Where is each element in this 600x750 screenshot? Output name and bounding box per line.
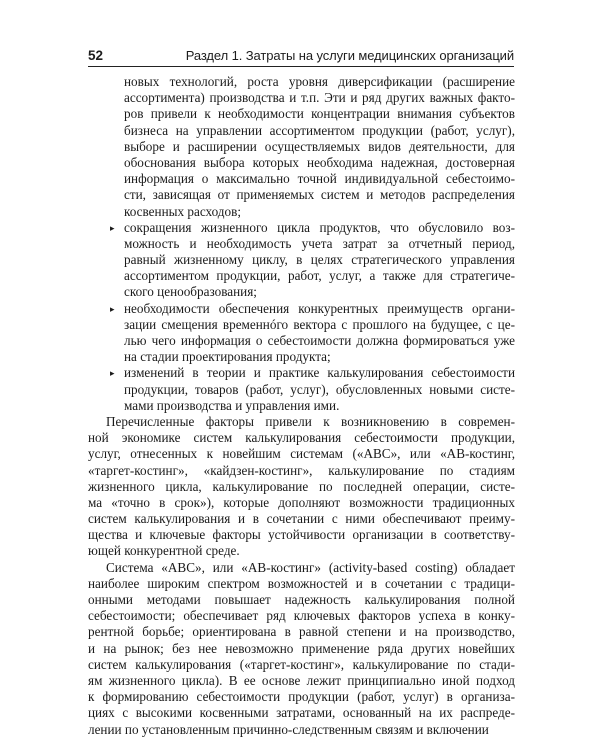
text-line: циях с высокими косвенными затратами, основанный на их распреде- [88,705,515,721]
bullet-item [88,301,515,366]
text-line: зации смещения временнóго вектора с прошлого на будущее, с це- [124,316,515,332]
text-line: ям жизненного цикла). В ее основе лежит принципиально иной подход [88,672,515,688]
text-line: онными методами повышает надежность калькулирования полной [88,592,515,607]
bullet-marker-icon: ▸ [110,222,115,233]
running-title: Раздел 1. Затраты на услуги медицинских организаций [185,48,514,63]
text-line: рентной борьбе; ориентирована в равной степени и на производство, [88,624,515,640]
text-line: косвенных расходов; [124,203,242,219]
bullet-item [88,220,515,301]
text-line: наиболее широким спектром возможностей и в сочетании с традици- [88,575,515,591]
text-line: продукции, товаров (работ, услуг), обусловленных новыми систе- [124,381,515,397]
text-line: ассортимента) производства и т.п. Эти и ряд других важных факто- [124,90,515,106]
page-number: 52 [88,48,104,63]
paragraph [88,414,515,560]
text-line: ной экономике систем калькулирования себестоимости продукции, [88,430,515,446]
text-line: изменений в теории и практике калькулирования себестоимости ▸ [110,365,515,381]
header-rule [88,66,514,67]
text-line: систем калькулирования и в сочетании с ними обеспечивают преиму- [88,511,515,527]
text-line: и на рынок; без нее невозможно применение ряда других новейших [88,640,515,656]
text-line: Система «ABC», или «АВ-костинг» (activity-based costing) обладает [106,559,515,575]
text-line: лью чего информация о себестоимости должна формироваться уже [124,333,515,348]
bullet-marker-icon: ▸ [110,368,115,379]
text-line: информация о максимально точной индивидуальной себестоимо- [124,171,515,187]
paragraph [88,560,515,738]
text-line: ров привели к необходимости концентрации внимания субъектов [124,106,515,122]
paragraph [88,74,515,220]
text-line: обоснования выбора которых необходима надежная, достоверная [124,154,515,170]
text-line: бизнеса на управлении ассортиментом продукции (работ, услуг), [124,122,515,138]
text-line: ющей конкурентной среде. [88,543,240,559]
text-line: на стадии проектирования продукта; [124,349,331,365]
text-line: можность и необходимость учета затрат за отчетный период, [124,235,515,251]
text-line: услуг, отнесенных к новейшим системам («ABC», или «АВ-костинг, [88,446,515,462]
text-line: лении по установленным причинно-следственным связям и включении [88,721,489,737]
text-line: выборе и расширении осуществляемых видов деятельности, для [124,138,515,154]
text-line: ассортиментом продукции, работ, услуг, а также для стратегиче- [124,268,515,284]
text-line: новых технологий, роста уровня диверсификации (расширение [124,74,515,89]
text-line: «таргет-костинг», «кайдзен-костинг», калькулирование по стадиям [88,462,515,478]
text-line: ма «точно в срок»), которые дополняют возможности традиционных [88,494,515,510]
text-line: ского ценообразования; [124,284,257,300]
text-line: необходимости обеспечения конкурентных преимуществ органи- ▸ [110,300,515,316]
text-line: систем калькулирования («таргет-костинг», калькулирование по стади- [88,656,515,672]
text-line: себестоимости; обеспечивает ряд ключевых факторов успеха в конку- [88,608,515,624]
text-line: сти, зависящая от применяемых систем и методов распределения [124,187,515,203]
bullet-marker-icon: ▸ [110,303,115,314]
text-line: сокращения жизненного цикла продуктов, что обусловило воз- ▸ [110,219,515,235]
text-line: к формированию себестоимости продукции (работ, услуг) в организа- [88,689,515,705]
bullet-item [88,365,515,414]
running-header [88,44,514,64]
text-line: щества и ключевые факторы устойчивости организации в соответству- [88,527,515,543]
page-body [88,74,515,738]
text-line: Перечисленные факторы привели к возникновению в современ- [106,413,515,429]
text-line: жизненного цикла, калькулирование по последней операции, систе- [88,478,515,494]
text-line: равный жизненному циклу, в целях стратегического управления [124,252,515,268]
text-line: мами производства и управления ими. [124,397,340,413]
